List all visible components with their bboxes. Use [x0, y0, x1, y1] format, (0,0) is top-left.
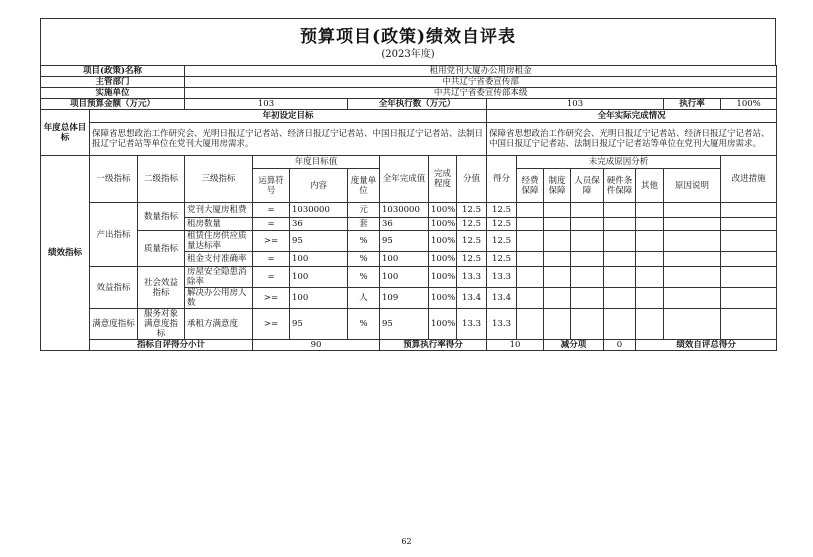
- indicator-unit: %: [348, 231, 380, 252]
- actual-goal-text: 保障省思想政治工作研究会、光明日报辽宁记者站、经济日报辽宁记者站、中国日报辽宁记者站、法制日报辽宁记者站等单位在党刊大厦用房需求。: [487, 123, 777, 156]
- indicator-annual-value: 95: [380, 231, 429, 252]
- header-reason-explain: 原因说明: [664, 169, 721, 203]
- reason-cell: [604, 288, 636, 309]
- header-measures: 改进措施: [721, 156, 777, 203]
- annual-goal-label: 年度总体目标: [41, 110, 90, 156]
- budget-label: 项目预算金额（万元）: [41, 99, 185, 110]
- reason-cell: [636, 218, 664, 231]
- indicator-annual-value: 100: [380, 267, 429, 288]
- indicator-score: 13.3: [457, 267, 487, 288]
- level2-service: 服务对象满意度指标: [138, 309, 185, 340]
- header-reason-staff: 人员保障: [571, 169, 604, 203]
- indicator-content: 95: [290, 231, 348, 252]
- budget-rate-score-value: 10: [487, 340, 544, 351]
- measures-cell: [721, 267, 777, 288]
- reason-cell: [664, 252, 721, 267]
- indicator-name: 租赁住房供应质量达标率: [185, 231, 253, 252]
- header-got: 得分: [487, 156, 517, 203]
- header-score: 分值: [457, 156, 487, 203]
- indicator-got: 13.3: [487, 309, 517, 340]
- title-box: [40, 18, 776, 65]
- indicator-unit: %: [348, 267, 380, 288]
- reason-cell: [544, 218, 571, 231]
- indicator-name: 房屋安全隐患消除率: [185, 267, 253, 288]
- indicator-degree: 100%: [429, 231, 457, 252]
- indicator-degree: 100%: [429, 309, 457, 340]
- indicator-annual-value: 100: [380, 252, 429, 267]
- evaluation-table: [40, 65, 777, 351]
- reason-cell: [664, 288, 721, 309]
- indicator-content: 100: [290, 252, 348, 267]
- indicator-got: 12.5: [487, 218, 517, 231]
- measures-cell: [721, 203, 777, 218]
- indicator-degree: 100%: [429, 267, 457, 288]
- deduction-label: 减分项: [544, 340, 604, 351]
- reason-cell: [664, 218, 721, 231]
- indicator-score: 13.4: [457, 288, 487, 309]
- indicator-score: 13.3: [457, 309, 487, 340]
- reason-cell: [636, 231, 664, 252]
- reason-cell: [517, 252, 544, 267]
- level1-output: 产出指标: [90, 203, 138, 267]
- reason-cell: [604, 309, 636, 340]
- reason-cell: [544, 203, 571, 218]
- header-level1: 一级指标: [90, 156, 138, 203]
- indicator-unit: %: [348, 309, 380, 340]
- reason-cell: [571, 231, 604, 252]
- rate-label: 执行率: [664, 99, 721, 110]
- rate-value: 100%: [721, 99, 777, 110]
- indicator-score: 12.5: [457, 252, 487, 267]
- indicator-operator: >=: [253, 288, 290, 309]
- indicator-degree: 100%: [429, 252, 457, 267]
- year-subtitle: (2023年度): [381, 49, 435, 60]
- indicator-got: 13.4: [487, 288, 517, 309]
- indicator-degree: 100%: [429, 203, 457, 218]
- actual-goal-label: 全年实际完成情况: [487, 110, 777, 123]
- reason-cell: [664, 231, 721, 252]
- header-operator: 运算符号: [253, 169, 290, 203]
- indicator-got: 12.5: [487, 252, 517, 267]
- reason-cell: [571, 252, 604, 267]
- project-name-label: 项目(政策)名称: [41, 66, 185, 77]
- reason-cell: [544, 309, 571, 340]
- measures-cell: [721, 231, 777, 252]
- level2-quantity: 数量指标: [138, 203, 185, 231]
- budget-rate-score-label: 预算执行率得分: [380, 340, 487, 351]
- impl-label: 实施单位: [41, 88, 185, 99]
- indicator-unit: 元: [348, 203, 380, 218]
- reason-cell: [544, 288, 571, 309]
- exec-label: 全年执行数（万元）: [348, 99, 487, 110]
- indicator-annual-value: 109: [380, 288, 429, 309]
- indicator-name: 解决办公用房人数: [185, 288, 253, 309]
- header-reason-other: 其他: [636, 169, 664, 203]
- header-reason-hardware: 硬件条件保障: [604, 169, 636, 203]
- impl-value: 中共辽宁省委宣传部本级: [185, 88, 777, 99]
- page-title: 预算项目(政策)绩效自评表: [299, 27, 517, 47]
- budget-value: 103: [185, 99, 348, 110]
- dept-label: 主管部门: [41, 77, 185, 88]
- level1-satisfaction: 满意度指标: [90, 309, 138, 340]
- indicator-unit: 套: [348, 218, 380, 231]
- indicator-unit: %: [348, 252, 380, 267]
- reason-cell: [544, 231, 571, 252]
- indicator-score: 12.5: [457, 218, 487, 231]
- reason-cell: [571, 203, 604, 218]
- reason-cell: [571, 288, 604, 309]
- level2-quality: 质量指标: [138, 231, 185, 267]
- indicator-annual-value: 36: [380, 218, 429, 231]
- reason-cell: [517, 231, 544, 252]
- indicator-got: 13.3: [487, 267, 517, 288]
- indicator-name: 租金支付准确率: [185, 252, 253, 267]
- indicator-content: 1030000: [290, 203, 348, 218]
- reason-cell: [636, 203, 664, 218]
- reason-cell: [636, 288, 664, 309]
- reason-cell: [517, 309, 544, 340]
- deduction-value: 0: [604, 340, 636, 351]
- reason-cell: [571, 218, 604, 231]
- indicator-operator: =: [253, 203, 290, 218]
- reason-cell: [517, 218, 544, 231]
- page-number: 62: [401, 537, 412, 546]
- reason-cell: [664, 267, 721, 288]
- reason-cell: [571, 267, 604, 288]
- header-level2: 二级指标: [138, 156, 185, 203]
- header-reason-system: 制度保障: [544, 169, 571, 203]
- indicators-label: 绩效指标: [41, 156, 90, 351]
- reason-cell: [604, 252, 636, 267]
- indicator-name: 租房数量: [185, 218, 253, 231]
- indicator-degree: 100%: [429, 218, 457, 231]
- indicator-operator: >=: [253, 309, 290, 340]
- indicator-score: 12.5: [457, 203, 487, 218]
- indicator-operator: =: [253, 218, 290, 231]
- indicator-content: 100: [290, 267, 348, 288]
- measures-cell: [721, 252, 777, 267]
- indicator-got: 12.5: [487, 231, 517, 252]
- measures-cell: [721, 288, 777, 309]
- reason-cell: [604, 231, 636, 252]
- exec-value: 103: [487, 99, 664, 110]
- indicator-content: 100: [290, 288, 348, 309]
- level1-effect: 效益指标: [90, 267, 138, 309]
- reason-cell: [664, 203, 721, 218]
- indicator-operator: =: [253, 267, 290, 288]
- indicator-operator: =: [253, 252, 290, 267]
- indicator-content: 95: [290, 309, 348, 340]
- header-target-group: 年度目标值: [253, 156, 380, 169]
- indicator-content: 36: [290, 218, 348, 231]
- initial-goal-label: 年初设定目标: [90, 110, 487, 123]
- reason-cell: [604, 267, 636, 288]
- indicator-annual-value: 95: [380, 309, 429, 340]
- indicator-score: 12.5: [457, 231, 487, 252]
- header-annual-value: 全年完成值: [380, 156, 429, 203]
- reason-cell: [636, 309, 664, 340]
- reason-cell: [604, 203, 636, 218]
- project-name-value: 租用党刊大厦办公用房租金: [185, 66, 777, 77]
- subtotal-value: 90: [253, 340, 380, 351]
- header-degree: 完成程度: [429, 156, 457, 203]
- indicator-name: 党刊大厦房租费: [185, 203, 253, 218]
- dept-value: 中共辽宁省委宣传部: [185, 77, 777, 88]
- header-reason-group: 未完成原因分析: [517, 156, 721, 169]
- total-score-label: 绩效自评总得分: [636, 340, 777, 351]
- reason-cell: [571, 309, 604, 340]
- header-content: 内容: [290, 169, 348, 203]
- reason-cell: [544, 252, 571, 267]
- reason-cell: [517, 267, 544, 288]
- initial-goal-text: 保障省思想政治工作研究会、光明日报辽宁记者站、经济日报辽宁记者站、中国日报辽宁记者站、法制日报辽宁记者站等单位在党刊大厦用房需求。: [90, 123, 487, 156]
- reason-cell: [664, 309, 721, 340]
- indicator-degree: 100%: [429, 288, 457, 309]
- reason-cell: [517, 288, 544, 309]
- reason-cell: [544, 267, 571, 288]
- measures-cell: [721, 218, 777, 231]
- header-unit: 度量单位: [348, 169, 380, 203]
- header-reason-econ: 经费保障: [517, 169, 544, 203]
- indicator-operator: >=: [253, 231, 290, 252]
- reason-cell: [636, 252, 664, 267]
- measures-cell: [721, 309, 777, 340]
- reason-cell: [517, 203, 544, 218]
- reason-cell: [636, 267, 664, 288]
- indicator-got: 12.5: [487, 203, 517, 218]
- indicator-name: 承租方满意度: [185, 309, 253, 340]
- subtotal-label: 指标自评得分小计: [90, 340, 253, 351]
- reason-cell: [604, 218, 636, 231]
- indicator-unit: 人: [348, 288, 380, 309]
- indicator-annual-value: 1030000: [380, 203, 429, 218]
- evaluation-sheet: [40, 18, 776, 351]
- level2-social: 社会效益指标: [138, 267, 185, 309]
- header-level3: 三级指标: [185, 156, 253, 203]
